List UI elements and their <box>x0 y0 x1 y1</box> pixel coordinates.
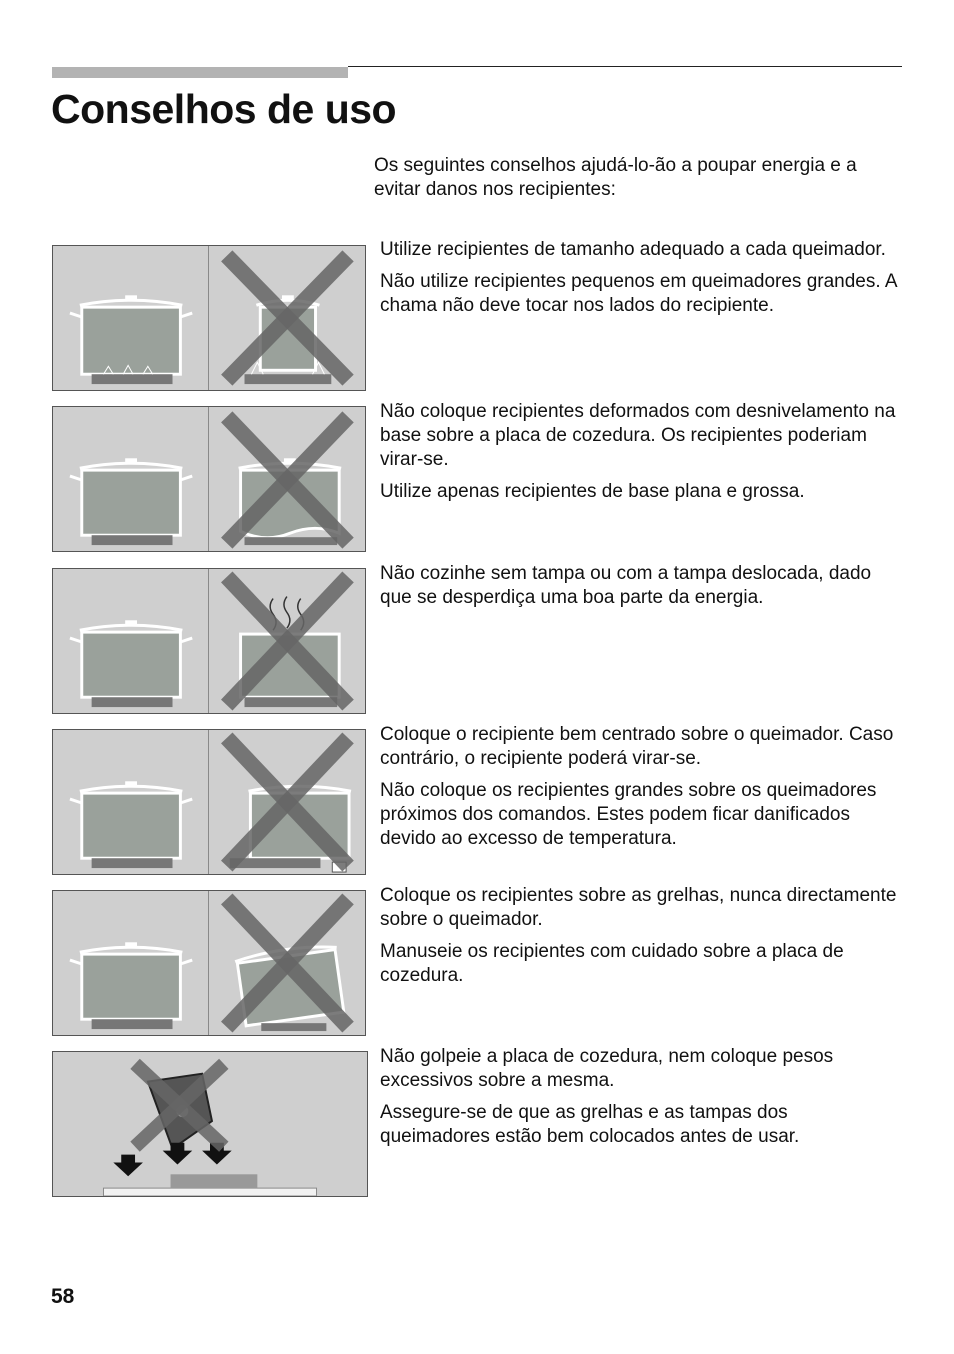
tip-block-4 <box>380 723 902 859</box>
tip-block-6 <box>380 1045 902 1157</box>
illustration-grates <box>52 890 366 1036</box>
illustration-lid <box>52 568 366 714</box>
tip-4-paragraph-2: Não coloque os recipientes grandes sobre os queimadores próximos dos comandos. Estes podem ficar danificados devido ao excesso de temperatura. <box>380 780 877 849</box>
page-title: Conselhos de uso <box>51 86 397 132</box>
tip-block-5 <box>380 884 902 996</box>
tip-block-3 <box>380 562 902 618</box>
tip-6-paragraph-2: Assegure-se de que as grelhas e as tampas dos queimadores estão bem colocados antes de usar. <box>380 1102 800 1147</box>
tip-3-paragraph-1: Não cozinhe sem tampa ou com a tampa deslocada, dado que se desperdiça uma boa parte da energia. <box>380 563 872 608</box>
tip-5-paragraph-1: Coloque os recipientes sobre as grelhas, nunca directamente sobre o queimador. <box>380 885 897 930</box>
tip-5-paragraph-2: Manuseie os recipientes com cuidado sobre a placa de cozedura. <box>380 941 844 986</box>
tip-2-paragraph-1: Não coloque recipientes deformados com desnivelamento na base sobre a placa de cozedura. Os recipientes poderiam virar-se. <box>380 401 896 470</box>
tip-1-paragraph-2: Não utilize recipientes pequenos em queimadores grandes. A chama não deve tocar nos lados do recipiente. <box>380 271 897 316</box>
illustration-centered <box>52 729 366 875</box>
header-rule-bar <box>52 67 348 78</box>
tip-2-paragraph-2: Utilize apenas recipientes de base plana e grossa. <box>380 481 805 502</box>
intro-text: Os seguintes conselhos ajudá-lo-ão a poupar energia e a evitar danos nos recipientes: <box>374 155 857 200</box>
tip-block-2 <box>380 400 902 512</box>
illustration-deformed-base <box>52 406 366 552</box>
illustration-no-impact <box>52 1051 368 1197</box>
tip-1-paragraph-1: Utilize recipientes de tamanho adequado a cada queimador. <box>380 239 886 260</box>
header-rule-line <box>348 66 902 67</box>
tip-block-1 <box>380 238 902 326</box>
page-number: 58 <box>51 1285 75 1308</box>
illustration-pot-size <box>52 245 366 391</box>
tip-4-paragraph-1: Coloque o recipiente bem centrado sobre o queimador. Caso contrário, o recipiente poderá virar-se. <box>380 724 894 769</box>
tip-6-paragraph-1: Não golpeie a placa de cozedura, nem coloque pesos excessivos sobre a mesma. <box>380 1046 834 1091</box>
